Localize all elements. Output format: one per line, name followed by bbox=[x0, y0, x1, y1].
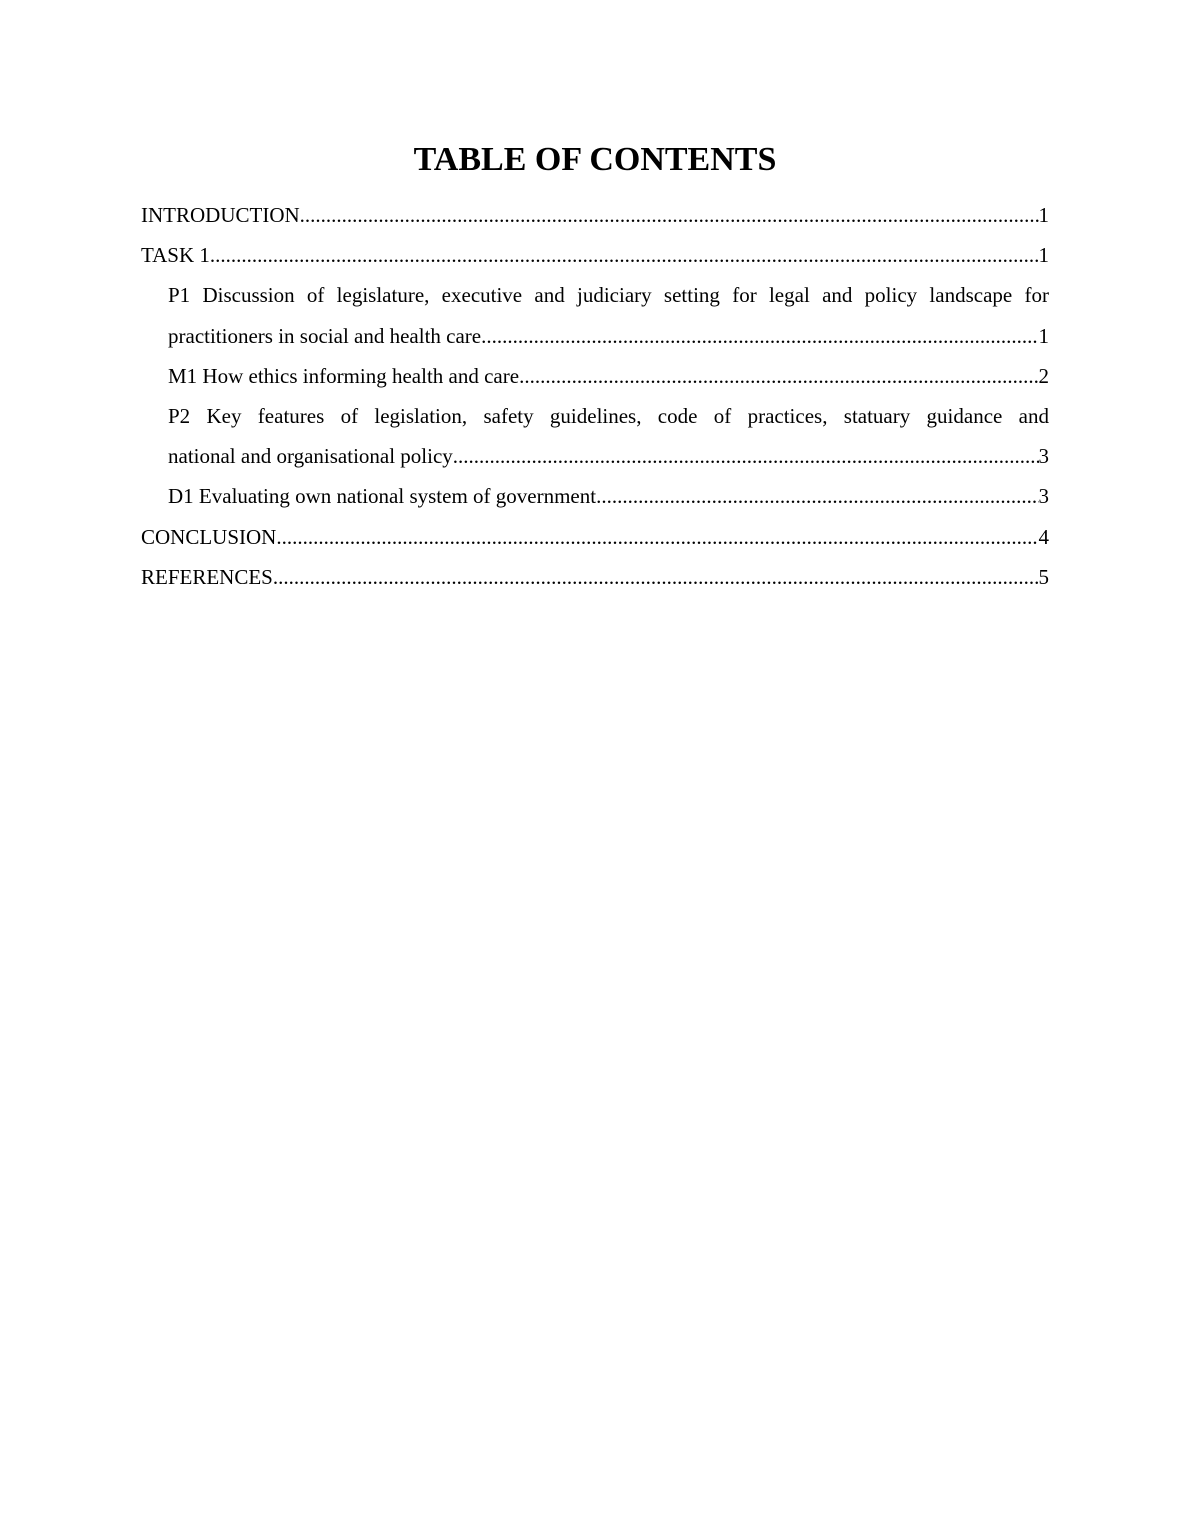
toc-entry-label-line1: P1 Discussion of legislature, executive and judiciary setting for legal and policy landscape for bbox=[168, 283, 1049, 308]
toc-entry-page: 3 bbox=[1038, 484, 1049, 509]
toc-entry-label: CONCLUSION bbox=[141, 524, 277, 549]
dot-leader bbox=[453, 436, 1039, 476]
dot-leader bbox=[276, 517, 1038, 557]
toc-entry-page: 4 bbox=[1038, 524, 1049, 549]
toc-entry-label-line2: practitioners in social and health care bbox=[168, 323, 482, 348]
dot-leader bbox=[596, 476, 1038, 516]
toc-entry-page: 1 bbox=[1038, 203, 1049, 227]
dot-leader bbox=[519, 356, 1038, 396]
toc-title: TABLE OF CONTENTS bbox=[413, 141, 777, 178]
toc-entry-p1[interactable] bbox=[141, 275, 1049, 355]
toc-entry-p2[interactable] bbox=[141, 396, 1049, 476]
dot-leader bbox=[210, 235, 1039, 275]
toc-entry-task-1[interactable] bbox=[141, 235, 1049, 275]
toc-entry-introduction[interactable] bbox=[141, 195, 1049, 235]
toc-list bbox=[141, 195, 1049, 597]
toc-entry-page: 2 bbox=[1038, 363, 1049, 388]
toc-entry-label: INTRODUCTION bbox=[141, 203, 300, 227]
toc-entry-conclusion[interactable] bbox=[141, 517, 1049, 557]
toc-entry-label: TASK 1 bbox=[141, 243, 210, 268]
toc-entry-label: D1 Evaluating own national system of government bbox=[168, 484, 597, 509]
toc-entry-references[interactable] bbox=[141, 557, 1049, 597]
dot-leader bbox=[300, 195, 1039, 235]
dot-leader bbox=[273, 557, 1039, 597]
toc-entry-page: 1 bbox=[1038, 323, 1049, 348]
dot-leader bbox=[481, 316, 1038, 356]
toc-entry-m1[interactable] bbox=[141, 356, 1049, 396]
toc-entry-label-line1: P2 Key features of legislation, safety guidelines, code of practices, statuary guidance and bbox=[168, 404, 1049, 429]
toc-entry-label: M1 How ethics informing health and care bbox=[168, 363, 520, 388]
toc-entry-d1[interactable] bbox=[141, 476, 1049, 516]
toc-entry-page: 1 bbox=[1038, 243, 1049, 268]
toc-entry-page: 5 bbox=[1038, 564, 1049, 589]
toc-entry-label: REFERENCES bbox=[141, 564, 273, 589]
toc-entry-label-line2: national and organisational policy bbox=[168, 444, 453, 469]
toc-entry-page: 3 bbox=[1038, 444, 1049, 469]
